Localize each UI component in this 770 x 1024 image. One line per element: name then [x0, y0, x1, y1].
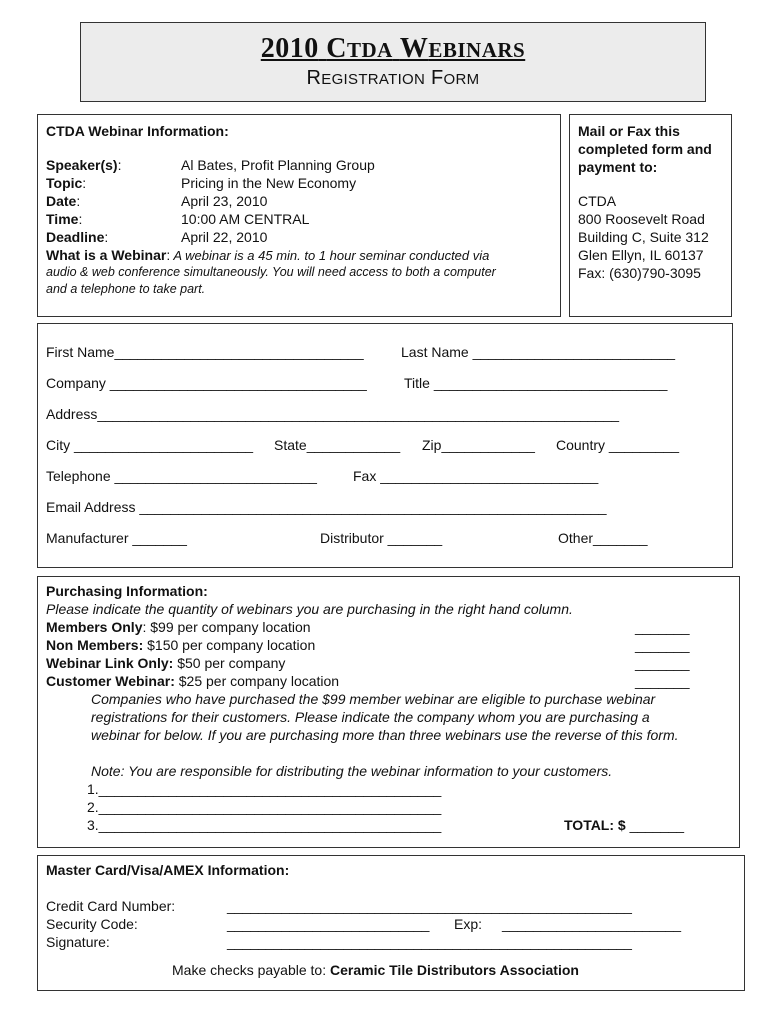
info-value-speakers: Al Bates, Profit Planning Group	[181, 157, 375, 173]
state-field[interactable]: State____________	[274, 437, 401, 453]
security-code-field[interactable]: __________________________	[227, 916, 430, 932]
distributor-field[interactable]: Distributor _______	[320, 530, 443, 546]
what-is-webinar-line3: and a telephone to take part.	[46, 282, 206, 296]
exp-label: Exp:	[454, 916, 483, 932]
what-is-webinar-line2: audio & web conference simultaneously. You will need access to both a computer	[46, 265, 496, 279]
info-label-time: Time:	[46, 211, 83, 227]
customer-note-line3: webinar for below. If you are purchasing more than three webinars use the reverse of this form.	[91, 727, 679, 743]
info-value-deadline: April 22, 2010	[181, 229, 268, 245]
purchasing-section	[37, 576, 740, 848]
qty-non-members[interactable]: _______	[635, 637, 690, 653]
purchasing-instructions: Please indicate the quantity of webinars you are purchasing in the right hand column.	[46, 601, 573, 617]
mail-heading-line1: Mail or Fax this	[578, 123, 680, 139]
customer-company-line-3[interactable]: 3.____________________________________________	[87, 817, 442, 833]
responsibility-note: Note: You are responsible for distributing the webinar information to your customers.	[91, 763, 613, 779]
fax-field[interactable]: Fax ____________________________	[353, 468, 599, 484]
qty-customer-webinar[interactable]: _______	[635, 673, 690, 689]
info-label-speakers: Speaker(s):	[46, 157, 122, 173]
security-code-label: Security Code:	[46, 916, 138, 932]
info-label-date: Date:	[46, 193, 81, 209]
other-field[interactable]: Other_______	[558, 530, 648, 546]
customer-company-line-2[interactable]: 2.____________________________________________	[87, 799, 442, 815]
mail-city: Glen Ellyn, IL 60137	[578, 247, 704, 263]
city-field[interactable]: City _______________________	[46, 437, 254, 453]
company-field[interactable]: Company _________________________________	[46, 375, 367, 391]
mail-heading-line2: completed form and	[578, 141, 712, 157]
mail-street: 800 Roosevelt Road	[578, 211, 705, 227]
mail-org: CTDA	[578, 193, 617, 209]
payment-section	[37, 855, 745, 991]
info-value-time: 10:00 AM CENTRAL	[181, 211, 310, 227]
payment-heading: Master Card/Visa/AMEX Information:	[46, 862, 290, 878]
form-title: 2010 CTDA WEBINARS	[260, 33, 526, 64]
info-label-topic: Topic:	[46, 175, 87, 191]
mail-fax: Fax: (630)790-3095	[578, 265, 701, 281]
form-subtitle: REGISTRATION FORM	[306, 67, 480, 89]
purchasing-heading: Purchasing Information:	[46, 583, 208, 599]
info-label-deadline: Deadline:	[46, 229, 109, 245]
contact-section	[37, 323, 733, 568]
total-field[interactable]: TOTAL: $ _______	[564, 817, 685, 833]
credit-card-field[interactable]: ____________________________________________________	[227, 898, 632, 914]
webinar-info-section	[37, 114, 561, 317]
mail-fax-section	[569, 114, 732, 317]
signature-label: Signature:	[46, 934, 110, 950]
zip-field[interactable]: Zip____________	[422, 437, 535, 453]
customer-note-line2: registrations for their customers. Please indicate the company whom you are purchasing a	[91, 709, 650, 725]
first-name-field[interactable]: First Name________________________________	[46, 344, 364, 360]
price-members-only: Members Only: $99 per company location	[46, 619, 311, 635]
country-field[interactable]: Country _________	[556, 437, 679, 453]
price-webinar-link: Webinar Link Only: $50 per company	[46, 655, 286, 671]
signature-field[interactable]: ____________________________________________________	[227, 934, 632, 950]
last-name-field[interactable]: Last Name __________________________	[401, 344, 676, 360]
manufacturer-field[interactable]: Manufacturer _______	[46, 530, 187, 546]
title-field[interactable]: Title ______________________________	[404, 375, 668, 391]
qty-members-only[interactable]: _______	[635, 619, 690, 635]
customer-note-line1: Companies who have purchased the $99 member webinar are eligible to purchase webinar	[91, 691, 656, 707]
info-value-topic: Pricing in the New Economy	[181, 175, 357, 191]
form-header	[80, 22, 706, 102]
customer-company-line-1[interactable]: 1.____________________________________________	[87, 781, 442, 797]
email-field[interactable]: Email Address ____________________________________________________________	[46, 499, 607, 515]
qty-webinar-link[interactable]: _______	[635, 655, 690, 671]
webinar-info-heading: CTDA Webinar Information:	[46, 123, 229, 139]
telephone-field[interactable]: Telephone __________________________	[46, 468, 317, 484]
address-field[interactable]: Address___________________________________________________________________	[46, 406, 620, 422]
exp-field[interactable]: _______________________	[502, 916, 682, 932]
mail-heading-line3: payment to:	[578, 159, 658, 175]
info-value-date: April 23, 2010	[181, 193, 268, 209]
price-non-members: Non Members: $150 per company location	[46, 637, 316, 653]
mail-suite: Building C, Suite 312	[578, 229, 709, 245]
checks-payable-note: Make checks payable to: Ceramic Tile Distributors Association	[172, 962, 579, 978]
credit-card-label: Credit Card Number:	[46, 898, 176, 914]
what-is-webinar-line1: What is a Webinar: A webinar is a 45 min. to 1 hour seminar conducted via	[46, 247, 490, 263]
price-customer-webinar: Customer Webinar: $25 per company location	[46, 673, 340, 689]
